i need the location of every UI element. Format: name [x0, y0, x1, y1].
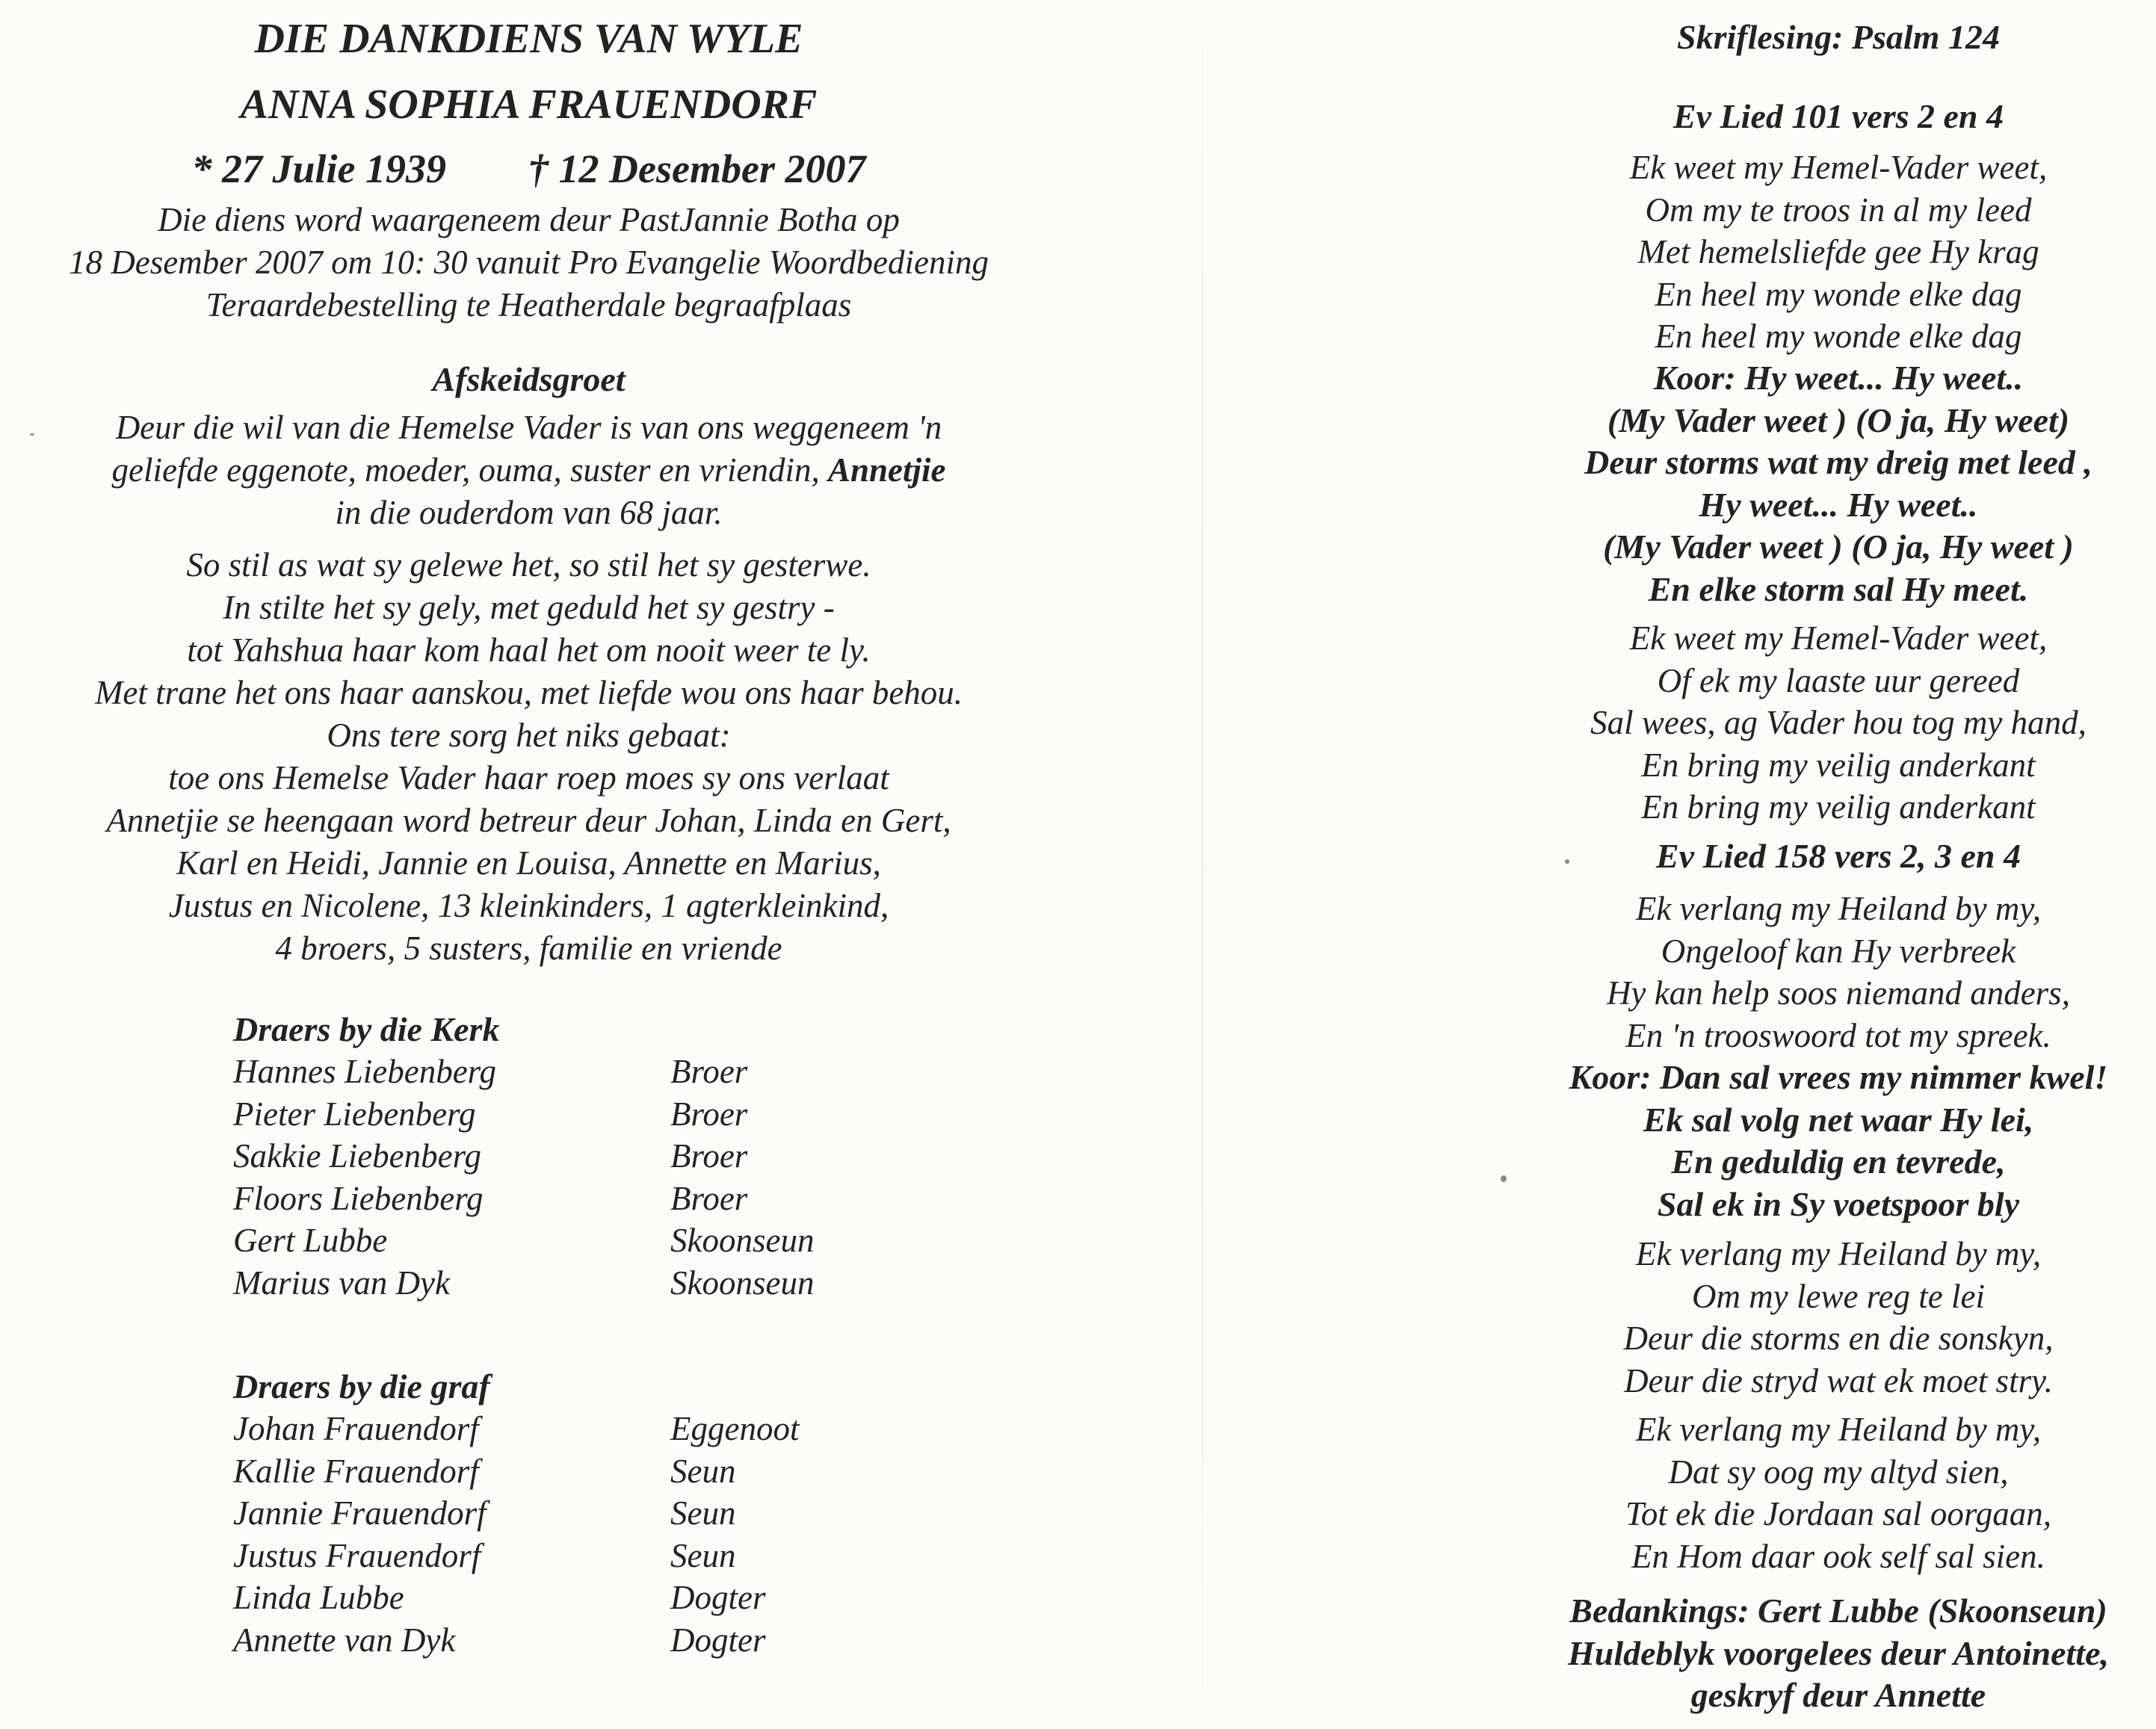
- bearer-name: Pieter Liebenberg: [233, 1095, 476, 1133]
- hymn-line: En heel my wonde elke dag: [1655, 275, 2022, 313]
- hymn-line: Deur die storms en die sonskyn,: [1623, 1320, 2054, 1357]
- hymn-2-verse-3: [1539, 1408, 2137, 1577]
- birth-date: * 27 Julie 1939: [191, 146, 447, 191]
- service-details: [0, 199, 1057, 327]
- poem-line: tot Yahshua haar kom haal het om nooit weer te ly.: [187, 631, 871, 669]
- bearer-relation: Seun: [670, 1536, 736, 1574]
- hymn-line: Deur die stryd wat ek moet stry.: [1624, 1361, 2053, 1399]
- bearer-row: [233, 1093, 814, 1136]
- bearer-row: [233, 1051, 814, 1093]
- chorus-line: En elke storm sal Hy meet.: [1648, 569, 2029, 608]
- hymn-2-verse-2: [1539, 1233, 2137, 1402]
- hymn-line: Om my lewe reg te lei: [1692, 1277, 1985, 1315]
- hymn-line: Ongeloof kan Hy verbreek: [1661, 932, 2016, 970]
- hymn-1-verse-2: [1539, 617, 2137, 829]
- farewell-poem: [0, 544, 1057, 970]
- life-dates: [0, 148, 1057, 190]
- bearers-church-heading: Draers by die Kerk: [233, 1010, 500, 1048]
- bearer-relation: Seun: [670, 1452, 736, 1490]
- chorus-line: Deur storms wat my dreig met leed ,: [1584, 443, 2092, 481]
- chorus-line: Ek sal volg net waar Hy lei,: [1643, 1100, 2034, 1139]
- bearer-row: [233, 1450, 799, 1493]
- hymn-line: Om my te troos in al my leed: [1645, 191, 2032, 229]
- bearer-name: Justus Frauendorf: [233, 1536, 481, 1574]
- hymn-line: Of ek my laaste uur gereed: [1657, 661, 2020, 699]
- bearer-row: [233, 1135, 814, 1178]
- chorus-line: Hy weet... Hy weet..: [1699, 485, 1978, 524]
- hymn-line: En 'n trooswoord tot my spreek.: [1625, 1016, 2051, 1054]
- farewell-intro: [0, 406, 1057, 534]
- poem-line: Met trane het ons haar aanskou, met liefde wou ons haar behou.: [94, 674, 963, 711]
- hymn-line: Hy kan help soos niemand anders,: [1607, 974, 2070, 1012]
- bearer-relation: Dogter: [670, 1621, 766, 1659]
- bearer-row: [233, 1408, 799, 1450]
- bearer-relation: Broer: [670, 1179, 748, 1217]
- closing-notes: [1539, 1590, 2137, 1717]
- poem-line: In stilte het sy gely, met geduld het sy gestry -: [223, 589, 835, 626]
- hymn-line: Ek verlang my Heiland by my,: [1635, 890, 2042, 927]
- scripture-reading: Skriflesing: Psalm 124: [1677, 18, 2000, 56]
- poem-line: 4 broers, 5 susters, familie en vriende: [275, 930, 782, 967]
- bearers-grave: [233, 1366, 799, 1661]
- poem-line: So stil as wat sy gelewe het, so stil het sy gesterwe.: [186, 546, 871, 584]
- hymn-2-chorus: [1539, 1057, 2137, 1225]
- bearer-name: Linda Lubbe: [233, 1579, 404, 1616]
- bearer-relation: Seun: [670, 1494, 736, 1532]
- bearer-name: Kallie Frauendorf: [233, 1452, 479, 1490]
- bearer-row: [233, 1178, 814, 1220]
- hymn-1-verse-1: [1539, 146, 2137, 358]
- chorus-line: (My Vader weet ) (O ja, Hy weet): [1607, 400, 2070, 439]
- bearers-grave-heading: Draers by die graf: [233, 1367, 490, 1405]
- hymn-line: Dat sy oog my altyd sien,: [1668, 1453, 2009, 1491]
- bearer-row: [233, 1492, 799, 1535]
- farewell-line: Deur die wil van die Hemelse Vader is van ons weggeneem 'n: [115, 409, 942, 446]
- bearer-relation: Broer: [670, 1095, 748, 1133]
- service-line: 18 Desember 2007 om 10: 30 vanuit Pro Evangelie Woordbediening: [68, 244, 989, 281]
- hymn-line: Ek weet my Hemel-Vader weet,: [1629, 619, 2048, 657]
- hymn-line: Ek weet my Hemel-Vader weet,: [1629, 149, 2048, 186]
- hymn-line: Ek verlang my Heiland by my,: [1635, 1235, 2042, 1272]
- farewell-line: [0, 449, 1057, 492]
- bearer-row: [233, 1535, 799, 1577]
- bearer-relation: Skoonseun: [670, 1264, 815, 1302]
- bearer-row: [233, 1577, 799, 1619]
- hymn-line: Tot ek die Jordaan sal oorgaan,: [1625, 1495, 2051, 1532]
- death-date: † 12 Desember 2007: [528, 146, 866, 191]
- bearer-name: Annette van Dyk: [233, 1621, 456, 1659]
- farewell-text: geliefde eggenote, moeder, ouma, suster en vriendin,: [111, 451, 828, 489]
- bearers-church: [233, 1009, 814, 1304]
- paper-speck: [1501, 1175, 1507, 1182]
- poem-line: Ons tere sorg het niks gebaat:: [327, 717, 731, 754]
- title-line-2: ANNA SOPHIA FRAUENDORF: [240, 81, 818, 128]
- bearer-relation: Broer: [670, 1053, 748, 1090]
- hymn-line: En Hom daar ook self sal sien.: [1631, 1537, 2045, 1575]
- hymn-line: En bring my veilig anderkant: [1641, 788, 2036, 826]
- chorus-line: Koor: Hy weet... Hy weet..: [1653, 359, 2024, 397]
- bearer-row: [233, 1262, 814, 1305]
- hymn-2-heading: Ev Lied 158 vers 2, 3 en 4: [1655, 837, 2021, 875]
- bearer-relation: Broer: [670, 1137, 748, 1175]
- bearer-name: Jannie Frauendorf: [233, 1494, 487, 1532]
- poem-line: toe ons Hemelse Vader haar roep moes sy ons verlaat: [168, 759, 889, 797]
- chorus-line: (My Vader weet ) (O ja, Hy weet ): [1603, 528, 2074, 566]
- closing-line: Bedankings: Gert Lubbe (Skoonseun): [1569, 1592, 2107, 1630]
- bearer-relation: Eggenoot: [670, 1410, 800, 1447]
- bearer-name: Johan Frauendorf: [233, 1410, 479, 1447]
- bearer-relation: Skoonseun: [670, 1222, 815, 1259]
- bearer-row: [233, 1619, 799, 1662]
- hymn-1-chorus: [1539, 357, 2137, 610]
- chorus-line: Sal ek in Sy voetspoor bly: [1657, 1184, 2020, 1223]
- bearer-name: Marius van Dyk: [233, 1264, 450, 1302]
- poem-line: Justus en Nicolene, 13 kleinkinders, 1 agterkleinkind,: [168, 887, 889, 924]
- farewell-heading: Afskeidsgroet: [432, 360, 626, 398]
- bearer-name: Hannes Liebenberg: [233, 1053, 497, 1090]
- hymn-2-verse-1: [1539, 888, 2137, 1057]
- poem-line: Karl en Heidi, Jannie en Louisa, Annette en Marius,: [176, 844, 881, 882]
- title-line-1: DIE DANKDIENS VAN WYLE: [254, 16, 803, 62]
- hymn-line: En heel my wonde elke dag: [1655, 318, 2022, 355]
- hymn-1-heading: Ev Lied 101 vers 2 en 4: [1672, 97, 2004, 135]
- hymn-line: Sal wees, ag Vader hou tog my hand,: [1590, 704, 2086, 741]
- closing-line: Huldeblyk voorgelees deur Antoinette,: [1567, 1633, 2109, 1672]
- bearer-name: Floors Liebenberg: [233, 1179, 484, 1217]
- bearer-name: Gert Lubbe: [233, 1222, 388, 1259]
- deceased-name: Annetjie: [827, 451, 946, 489]
- bearer-relation: Dogter: [670, 1579, 766, 1616]
- service-line: Teraardebestelling te Heatherdale begraafplaas: [206, 286, 852, 324]
- closing-line: geskryf deur Annette: [1690, 1676, 1986, 1714]
- hymn-line: Ek verlang my Heiland by my,: [1635, 1411, 2042, 1448]
- chorus-line: En geduldig en tevrede,: [1671, 1142, 2006, 1181]
- poem-line: Annetjie se heengaan word betreur deur Johan, Linda en Gert,: [106, 802, 951, 839]
- farewell-line: in die ouderdom van 68 jaar.: [335, 494, 723, 531]
- hymn-line: Met hemelsliefde gee Hy krag: [1637, 233, 2039, 270]
- hymn-line: En bring my veilig anderkant: [1641, 746, 2036, 784]
- page-fold: [1202, 45, 1203, 1689]
- chorus-line: Koor: Dan sal vrees my nimmer kwel!: [1569, 1058, 2108, 1096]
- bearer-row: [233, 1219, 814, 1262]
- bearer-name: Sakkie Liebenberg: [233, 1137, 481, 1175]
- service-line: Die diens word waargeneem deur PastJannie Botha op: [158, 201, 900, 238]
